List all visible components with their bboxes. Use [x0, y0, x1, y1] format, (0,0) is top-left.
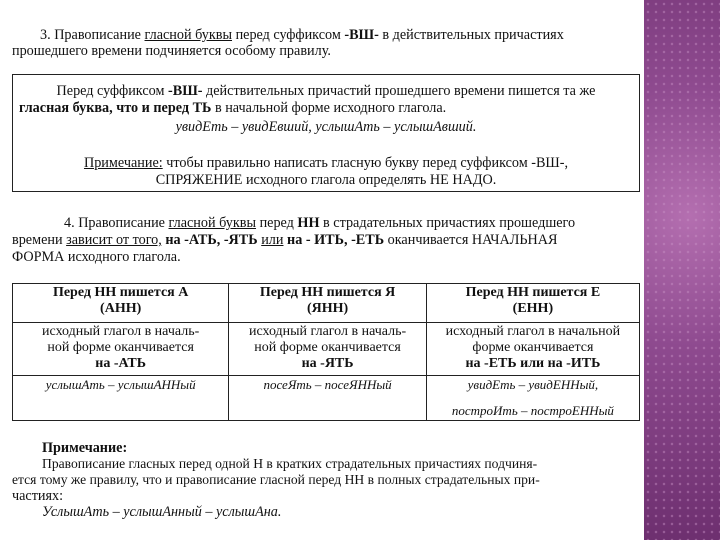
- note-line: частиях:: [12, 488, 64, 504]
- note-label: Примечание:: [83, 155, 163, 171]
- table-row: [13, 323, 640, 376]
- rule-bold: гласная буква, что и перед ТЬ: [19, 100, 212, 116]
- table-cell: [229, 323, 427, 376]
- underlined-or: или: [261, 232, 284, 248]
- note-title: Примечание:: [42, 440, 128, 456]
- note-line-2: СПРЯЖЕНИЕ исходного глагола определять НЕ НАДО.: [155, 172, 497, 188]
- table-header-row: [13, 284, 640, 323]
- suffix-bold: -ВШ-: [344, 27, 379, 43]
- nn-bold: НН: [297, 215, 320, 231]
- table-header-cell: [13, 284, 229, 323]
- text: оканчивается НАЧАЛЬНАЯ: [384, 232, 558, 248]
- table-row: [13, 376, 640, 421]
- text: перед: [256, 215, 298, 231]
- rule-line-2: [19, 100, 639, 116]
- section3-line2: прошедшего времени подчиняется особому правилу.: [12, 43, 331, 59]
- suffix-bold: -ВШ-: [168, 83, 203, 99]
- text: 4. Правописание: [64, 215, 169, 231]
- text: в действительных причастиях: [378, 27, 564, 43]
- ending-bold: на - ИТЬ, -ЕТЬ: [283, 232, 385, 248]
- example: построИть – построЕННый: [451, 403, 614, 418]
- ending-bold: на -АТЬ, -ЯТЬ: [161, 232, 262, 248]
- cell-line: исходный глагол в началь-: [42, 324, 200, 339]
- cell-line: ной форме оканчивается: [47, 340, 194, 355]
- rule-examples: увидЕть – увидЕвший, услышАть – услышАвший.: [175, 119, 477, 135]
- example: посеЯть – посеЯННый: [263, 377, 392, 392]
- note-section: [12, 440, 642, 520]
- cell-line: на -АТЬ: [95, 356, 146, 371]
- text: чтобы правильно написать гласную букву перед суффиксом -ВШ-,: [162, 155, 569, 171]
- example: увидЕть – увидЕННый,: [467, 377, 599, 392]
- text: действительных причастий прошедшего времени пишется та же: [202, 83, 596, 99]
- header-line: Перед НН пишется Е: [465, 285, 601, 300]
- rules-table: [12, 283, 640, 421]
- note-example: УслышАть – услышАнный – услышАна.: [42, 504, 282, 520]
- header-line: Перед НН пишется А: [52, 285, 189, 300]
- table-cell: [229, 376, 427, 421]
- table-cell: [426, 323, 639, 376]
- text: в начальной форме исходного глагола.: [211, 100, 447, 116]
- rule-line-1: [13, 83, 639, 99]
- section4-line1: [64, 215, 575, 231]
- example: услышАть – услышАННый: [45, 377, 196, 392]
- note-line: Правописание гласных перед одной Н в кратких страдательных причастиях подчиня-: [42, 456, 538, 471]
- cell-line: ной форме оканчивается: [254, 340, 401, 355]
- decorative-side-band: [644, 0, 720, 540]
- table-header-cell: [426, 284, 639, 323]
- text: Перед суффиксом: [56, 83, 168, 99]
- table-cell: [426, 376, 639, 421]
- section4-line2: [12, 232, 557, 248]
- text: времени: [12, 232, 67, 248]
- cell-line: исходный глагол в началь-: [248, 324, 407, 339]
- underlined-term: гласной буквы: [168, 215, 257, 231]
- underlined-term: гласной буквы: [144, 27, 233, 43]
- header-line: (АНН): [100, 301, 142, 316]
- cell-line: на -ЯТЬ: [301, 356, 354, 371]
- underlined-term: зависит от того,: [66, 232, 162, 248]
- rule-box: [12, 74, 640, 192]
- section4-line3: ФОРМА исходного глагола.: [12, 249, 181, 265]
- table-cell: [13, 323, 229, 376]
- table-header-cell: [229, 284, 427, 323]
- header-line: (ЯНН): [306, 301, 349, 316]
- cell-line: на -ЕТЬ или на -ИТЬ: [465, 356, 601, 371]
- text: перед суффиксом: [232, 27, 345, 43]
- document-page: [8, 0, 640, 540]
- cell-line: форме оканчивается: [472, 340, 594, 355]
- note-line: ется тому же правилу, что и правописание гласной перед НН в полных страдательных при-: [12, 472, 540, 487]
- table-cell: [13, 376, 229, 421]
- text: в страдательных причастиях прошедшего: [319, 215, 576, 231]
- section3-line1: [40, 27, 564, 43]
- header-line: Перед НН пишется Я: [259, 285, 396, 300]
- text: 3. Правописание: [40, 27, 145, 43]
- note-line-1: [13, 155, 639, 171]
- cell-line: исходный глагол в начальной: [445, 324, 621, 339]
- header-line: (ЕНН): [512, 301, 554, 316]
